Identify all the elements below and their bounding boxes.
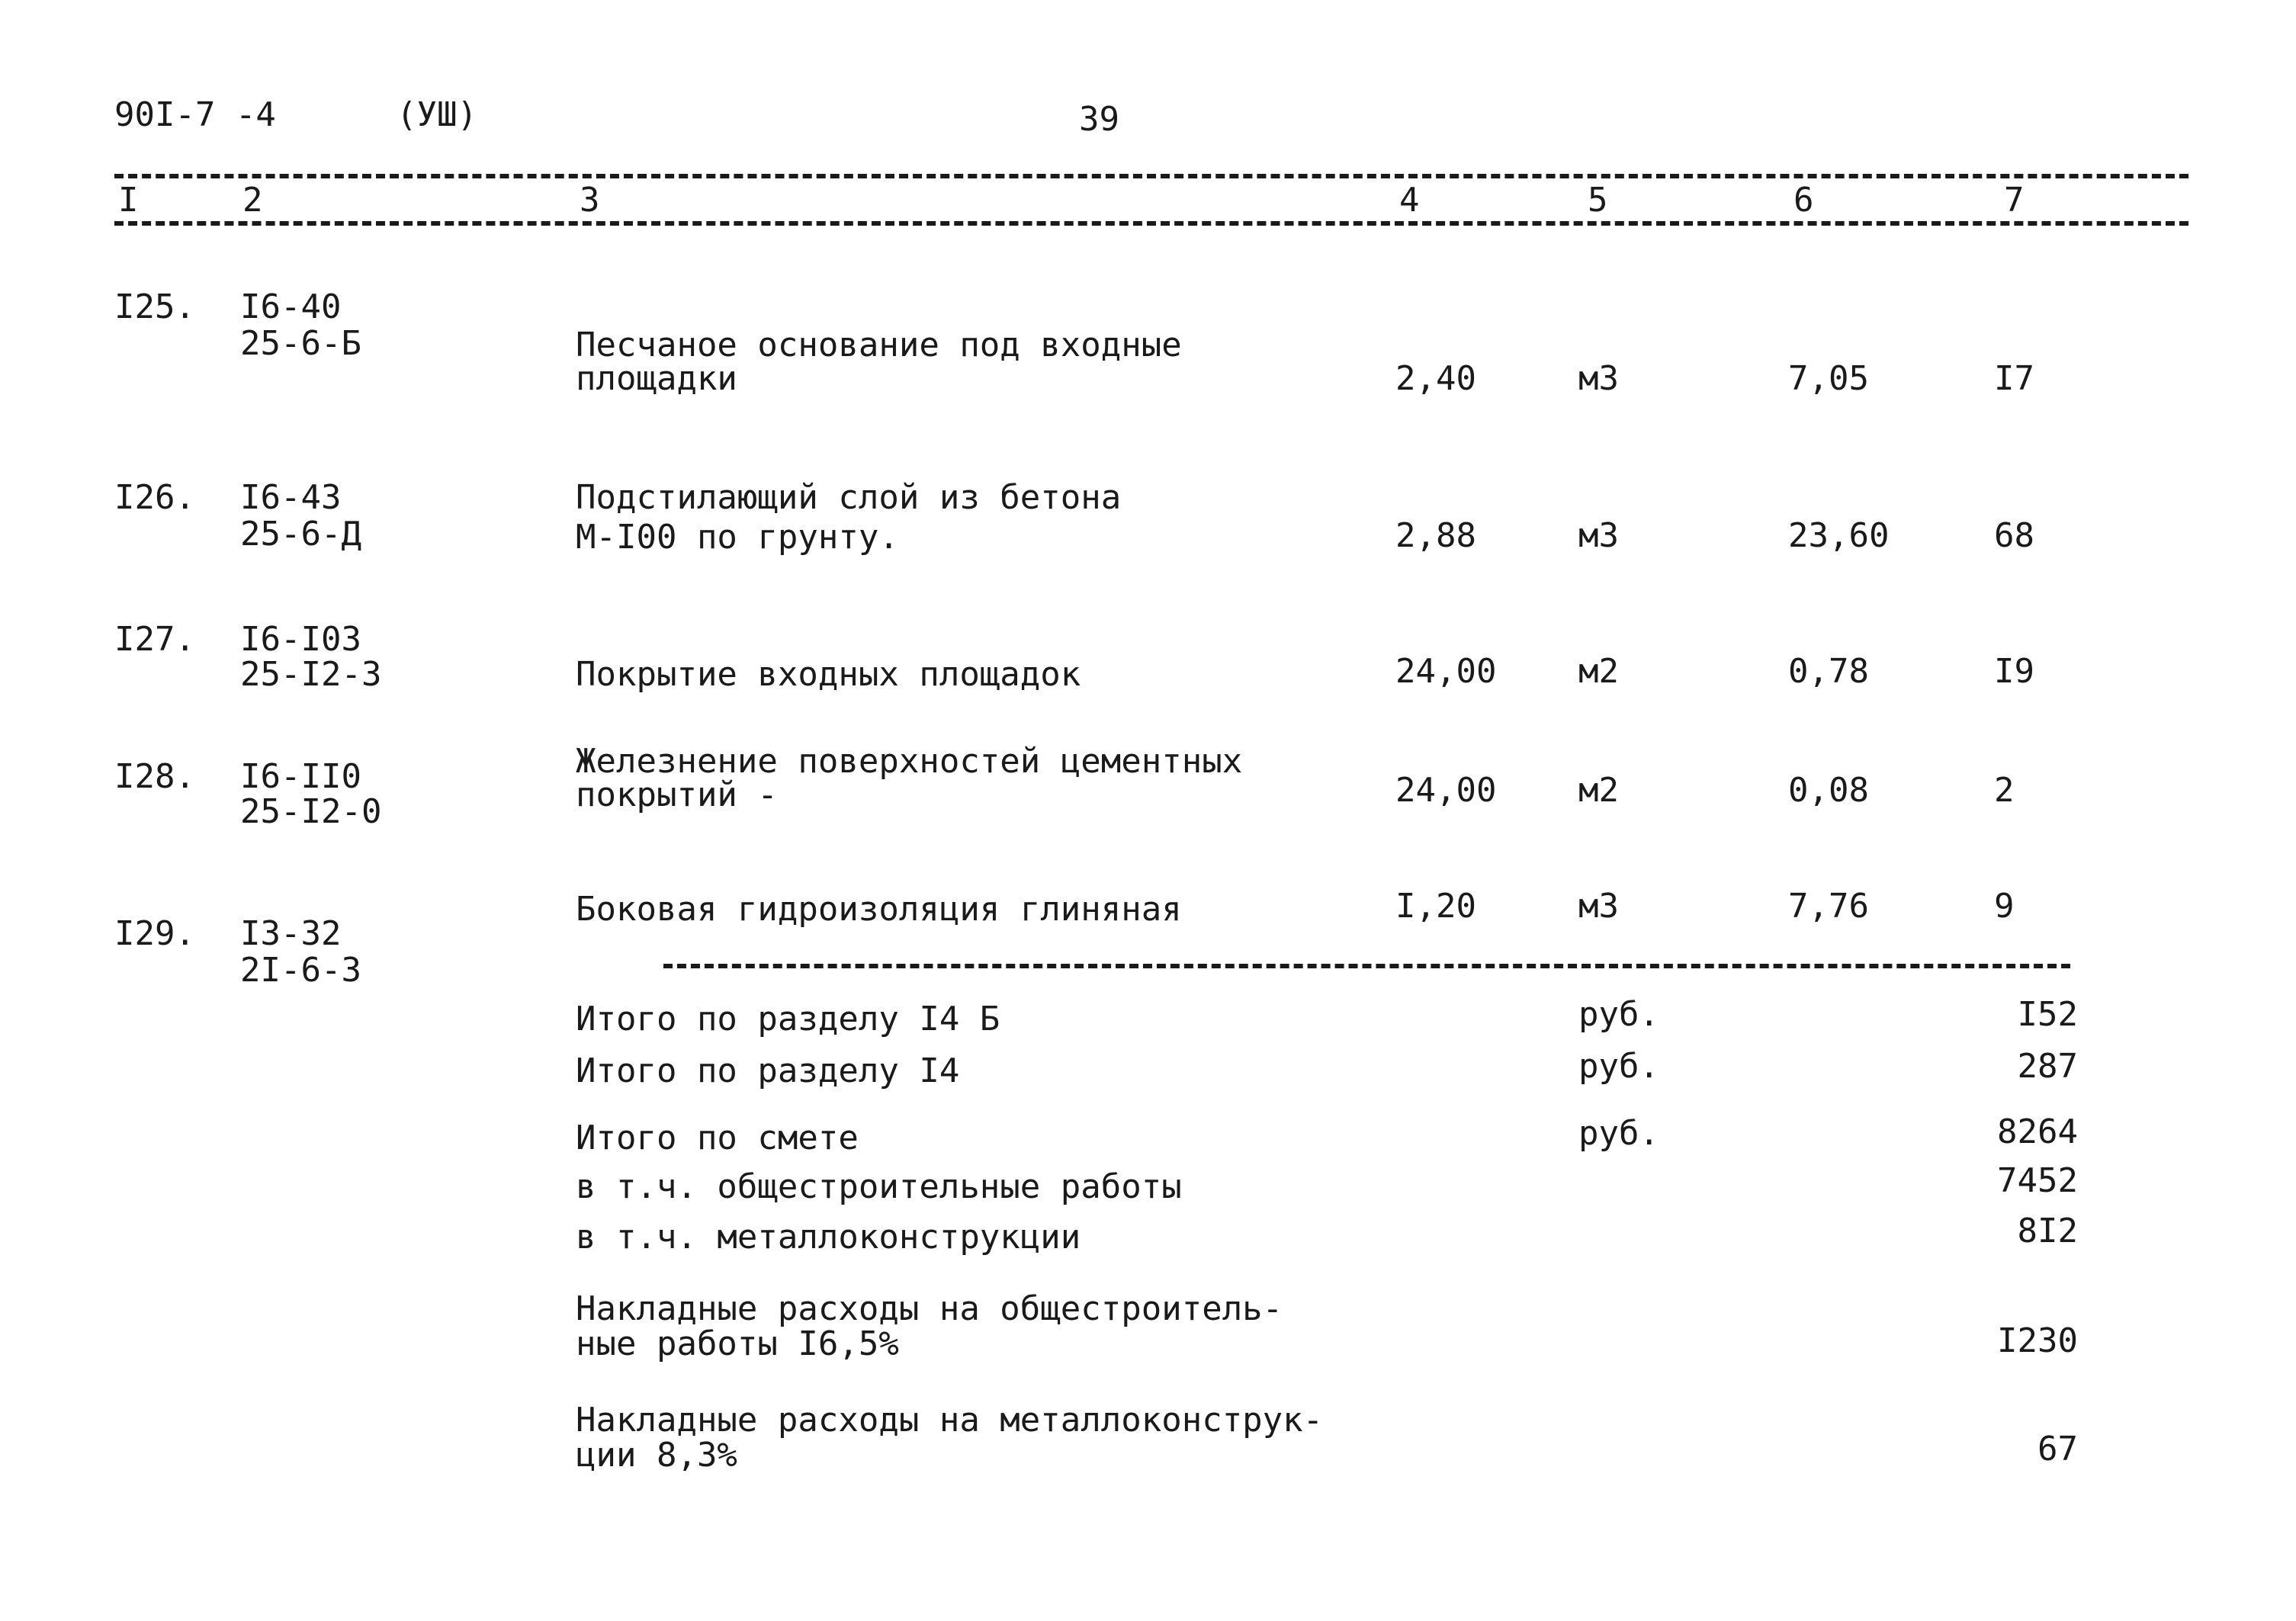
total-label: ции 8,3% — [576, 1436, 737, 1475]
unit: м3 — [1578, 887, 1619, 926]
total-value: I230 — [1997, 1321, 2078, 1360]
quantity: 24,00 — [1395, 652, 1497, 691]
total-cost: 9 — [1994, 887, 2015, 926]
row-number: I29. — [114, 914, 195, 953]
total-label: Итого по разделу I4 — [576, 1051, 960, 1090]
total-cost: I7 — [1994, 359, 2034, 398]
total-value: 8I2 — [2017, 1212, 2078, 1250]
work-description: Покрытие входных площадок — [576, 655, 1081, 694]
total-label: Итого по смете — [576, 1119, 859, 1157]
total-cost: I9 — [1994, 652, 2034, 691]
work-description: Подстилающий слой из бетона — [576, 478, 1122, 517]
norm-code: I3-32 — [240, 914, 342, 953]
total-label: Накладные расходы на металлоконструк- — [576, 1401, 1324, 1440]
quantity: 2,88 — [1395, 516, 1476, 555]
page-number: 39 — [1079, 100, 1119, 139]
column-header-5: 5 — [1588, 181, 1608, 220]
row-number: I27. — [114, 620, 195, 659]
price-code: 25-6-Д — [240, 515, 361, 554]
total-value: 7452 — [1997, 1161, 2078, 1200]
work-description: М-I00 по грунту. — [576, 518, 899, 557]
row-number: I28. — [114, 757, 195, 796]
total-label: Накладные расходы на общестроитель- — [576, 1289, 1283, 1328]
work-description: Боковая гидроизоляция глиняная — [576, 890, 1182, 929]
total-value: I52 — [2017, 995, 2078, 1034]
header-bottom-rule — [114, 221, 2188, 226]
quantity: 24,00 — [1395, 771, 1497, 810]
total-value: 287 — [2017, 1047, 2078, 1086]
work-description: площадки — [576, 359, 737, 398]
norm-code: I6-I03 — [240, 620, 361, 659]
total-unit: руб. — [1578, 995, 1659, 1034]
unit: м2 — [1578, 652, 1619, 691]
total-cost: 68 — [1994, 516, 2034, 555]
column-header-6: 6 — [1793, 181, 1814, 220]
column-header-2: 2 — [242, 181, 263, 220]
total-label: в т.ч. общестроительные работы — [576, 1167, 1182, 1206]
work-description: Песчаное основание под входные — [576, 326, 1182, 364]
price-code: 2I-6-3 — [240, 951, 361, 990]
price-code: 25-I2-3 — [240, 655, 382, 694]
unit-price: 7,05 — [1788, 359, 1869, 398]
quantity: I,20 — [1395, 887, 1476, 926]
total-value: 67 — [2037, 1430, 2078, 1469]
total-label: в т.ч. металлоконструкции — [576, 1218, 1081, 1257]
row-number: I26. — [114, 478, 195, 517]
column-header-3: 3 — [580, 181, 600, 220]
total-cost: 2 — [1994, 771, 2015, 810]
header-top-rule — [114, 174, 2188, 178]
work-description: Железнение поверхностей цементных — [576, 742, 1243, 781]
price-code: 25-6-Б — [240, 324, 361, 363]
unit: м3 — [1578, 359, 1619, 398]
column-header-4: 4 — [1399, 181, 1420, 220]
column-header-1: I — [118, 181, 139, 220]
unit: м2 — [1578, 771, 1619, 810]
total-value: 8264 — [1997, 1112, 2078, 1151]
total-label: Итого по разделу I4 Б — [576, 1000, 1000, 1038]
unit-price: 23,60 — [1788, 516, 1890, 555]
document-code: 90I-7 -4 — [114, 95, 276, 134]
total-unit: руб. — [1578, 1114, 1659, 1153]
column-header-7: 7 — [2004, 181, 2025, 220]
quantity: 2,40 — [1395, 359, 1476, 398]
total-unit: руб. — [1578, 1047, 1659, 1086]
section-mark: (УШ) — [397, 95, 477, 134]
price-code: 25-I2-0 — [240, 792, 382, 831]
subtotal-rule — [663, 964, 2070, 968]
row-number: I25. — [114, 287, 195, 326]
norm-code: I6-40 — [240, 287, 342, 326]
unit: м3 — [1578, 516, 1619, 555]
work-description: покрытий - — [576, 775, 778, 814]
unit-price: 0,08 — [1788, 771, 1869, 810]
norm-code: I6-II0 — [240, 757, 361, 796]
unit-price: 7,76 — [1788, 887, 1869, 926]
norm-code: I6-43 — [240, 478, 342, 517]
unit-price: 0,78 — [1788, 652, 1869, 691]
total-label: ные работы I6,5% — [576, 1324, 899, 1363]
